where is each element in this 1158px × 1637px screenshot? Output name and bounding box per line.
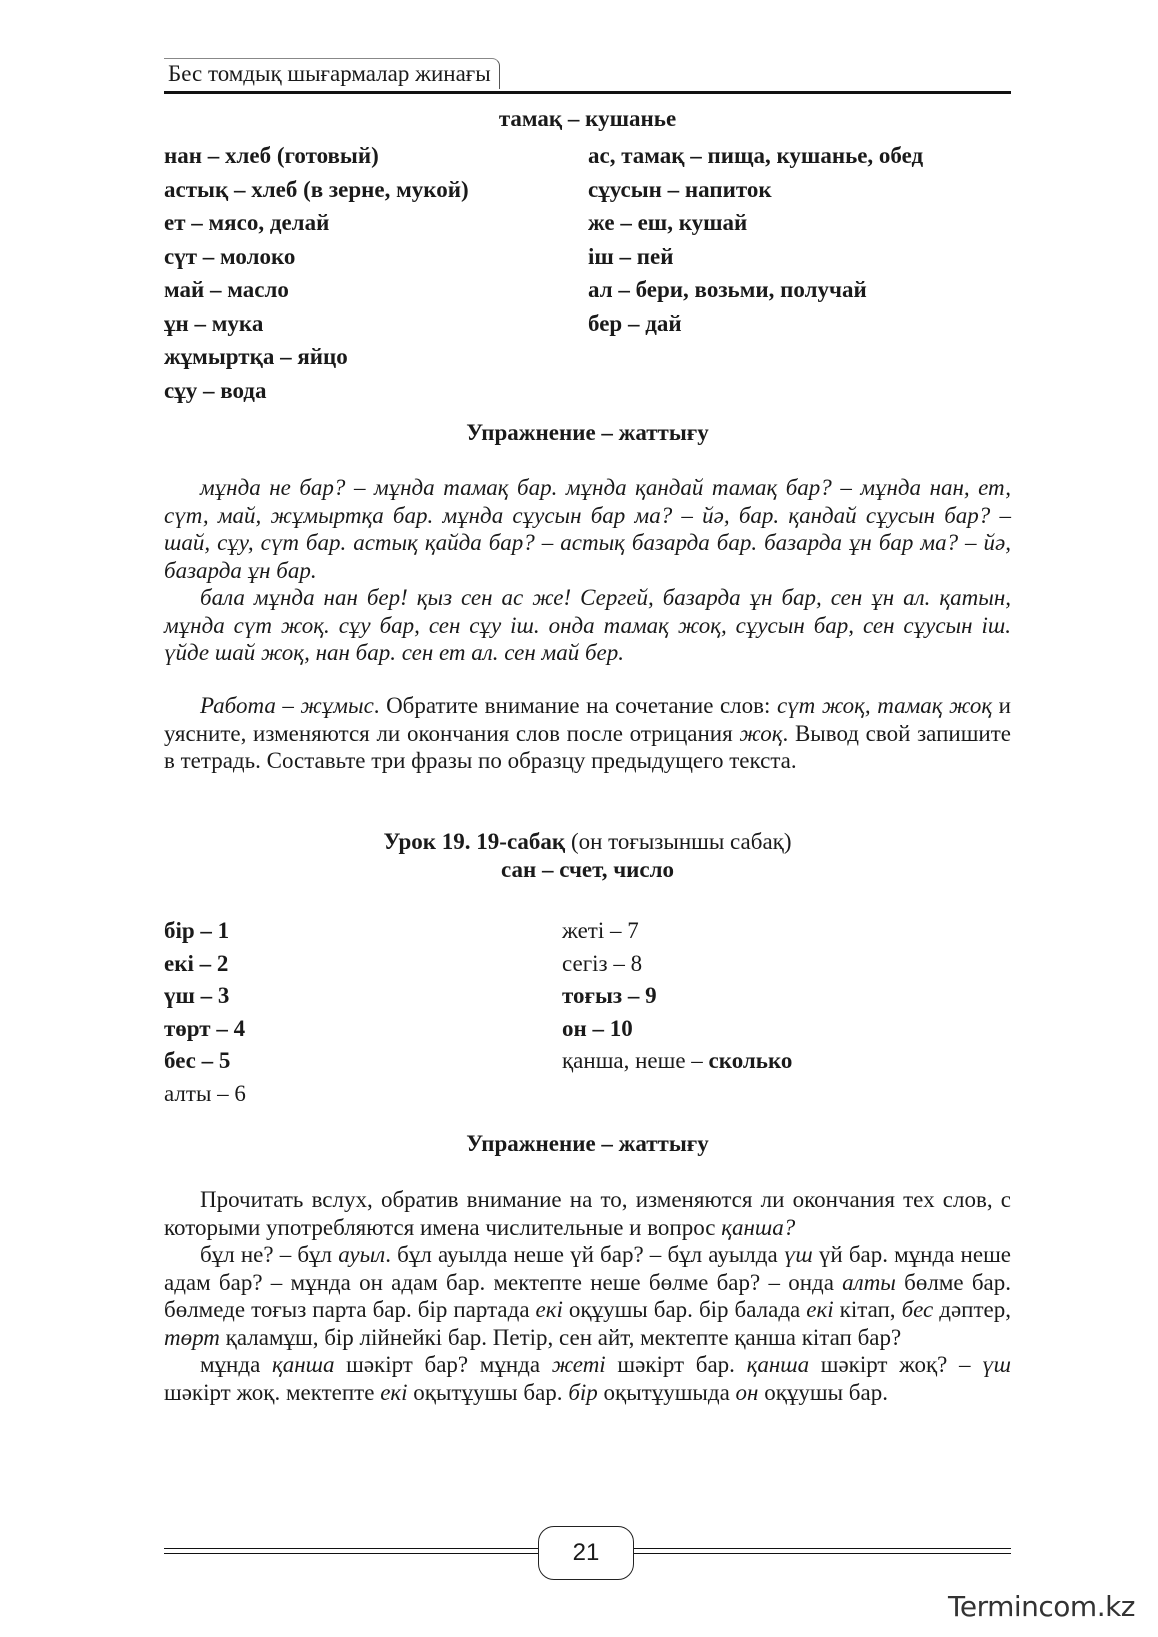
vocab-list-left	[164, 139, 469, 407]
running-header: Бес томдық шығармалар жинағы	[164, 58, 500, 89]
vocab-item: май – масло	[164, 277, 289, 302]
exercise-2-paragraph-1: бұл не? – бұл ауыл. бұл ауылда неше үй бар? – бұл ауылда үш үй бар. мұнда неше адам бар? – мұнда он адам бар. мектепте неше бөлме бар? – онда алты бөлме бар. бөлмеде тоғыз парта бар. бір партада екі оқұушы бар. бір балада екі кітап, бес дәптер, төрт қаламұш, бір лійнейкі бар. Петір, сен айт, мектепте қанша кітап бар?	[164, 1242, 1011, 1350]
work-text-2: и уясните, изменяются ли окончания слов после отрицания	[164, 693, 1011, 746]
vocab-item: ал – бери, возьми, получай	[588, 277, 867, 302]
vocab-item: ұн – мука	[164, 310, 264, 336]
work-example-words: сүт жоқ, тамақ жоқ	[776, 693, 993, 718]
vocab-item: сүт – молоко	[164, 243, 296, 269]
vocab-item: же – еш, кушай	[588, 210, 748, 235]
exercise-2-paragraph-2: мұнда қанша шәкірт бар? мұнда жеті шәкірт бар. қанша шәкірт жоқ? – үш шәкірт жоқ. мектепте екі оқытұушы бар. бір оқытұушыда он оқұушы бар.	[164, 1352, 1012, 1405]
vocab-item: сұусын – напиток	[588, 176, 772, 202]
vocab-item: нан – хлеб (готовый)	[164, 143, 379, 168]
number-item: он – 10	[562, 1015, 633, 1041]
work-text-1: . Обратите внимание на сочетание слов:	[373, 693, 777, 718]
exercise-1-text	[164, 474, 1011, 667]
exercise-1-paragraph-1: мұнда не бар? – мұнда тамақ бар. мұнда қандай тамақ бар? – мұнда нан, ет, сүт, май, жұмыртқа бар. мұнда сұусын бар ма? – йә, бар. қандай сұусын бар? – шай, сұу, сүт бар. астық қайда бар? – астық базарда бар. базарда ұн бар ма? – йә, базарда ұн бар.	[164, 475, 1011, 583]
exercise-heading-1: Упражнение – жаттығу	[466, 420, 709, 445]
number-item: сегіз – 8	[562, 950, 643, 976]
work-negation-word: жоқ	[739, 720, 783, 746]
vocab-item: сұу – вода	[164, 377, 267, 403]
vocab-item: астық – хлеб (в зерне, мукой)	[164, 176, 469, 202]
page-number: 21	[538, 1526, 634, 1580]
footer-rule-left	[164, 1548, 538, 1554]
number-item: алты – 6	[164, 1080, 246, 1106]
number-item: бес – 5	[164, 1048, 231, 1073]
watermark-logo: Termincom.kz	[948, 1590, 1136, 1623]
numbers-list-right	[562, 915, 792, 1078]
exercise-1-paragraph-2: бала мұнда нан бер! қыз сен ас же! Сергей, базарда ұн бар, сен ұн ал. қатын, мұнда сүт жоқ. сұу бар, сен сұу іш. онда тамақ жоқ, сұусын бар, сен сұусын іш. үйде шай жоқ, нан бар. сен ет ал. сен май бер.	[164, 585, 1011, 665]
footer-rule-right	[632, 1548, 1011, 1554]
vocab-item: бер – дай	[588, 310, 682, 336]
number-item-how-many: қанша, неше – сколько	[562, 1048, 793, 1073]
work-text-3: . Вывод свой запишите в тетрадь. Составьте три фразы по образцу предыдущего текста.	[164, 720, 1011, 773]
vocab-item: жұмыртқа – яйцо	[164, 344, 348, 369]
number-item: төрт – 4	[164, 1015, 246, 1041]
lesson-title	[164, 827, 1011, 857]
lesson-title-note: (он тоғызыншы сабақ)	[565, 829, 792, 854]
vocab-item: іш – пей	[588, 243, 674, 269]
exercise-heading-2: Упражнение – жаттығу	[466, 1131, 709, 1156]
exercise-2-intro: Прочитать вслух, обратив внимание на то, изменяются ли окончания тех слов, с которыми употребляются имена числительные и вопрос қанша?	[164, 1187, 1011, 1240]
vocab-list-right	[588, 139, 923, 340]
number-item: жеті – 7	[562, 918, 639, 943]
work-assignment	[164, 692, 1011, 775]
header-rule	[164, 91, 1011, 94]
vocab-item: ет – мясо, делай	[164, 210, 330, 235]
number-item: тоғыз – 9	[562, 983, 657, 1008]
lesson-subtitle: сан – счет, число	[500, 857, 675, 882]
number-item: үш – 3	[164, 983, 230, 1008]
exercise-2-text	[164, 1186, 1011, 1406]
work-label: Работа – жұмыс	[200, 693, 374, 718]
number-item: бір – 1	[164, 918, 230, 943]
number-item: екі – 2	[164, 950, 229, 976]
numbers-list-left	[164, 915, 246, 1110]
section-heading-food: тамақ – кушанье	[498, 106, 677, 131]
vocab-item: ас, тамақ – пища, кушанье, обед	[588, 143, 924, 168]
lesson-title-bold: Урок 19. 19-сабақ	[383, 829, 566, 854]
